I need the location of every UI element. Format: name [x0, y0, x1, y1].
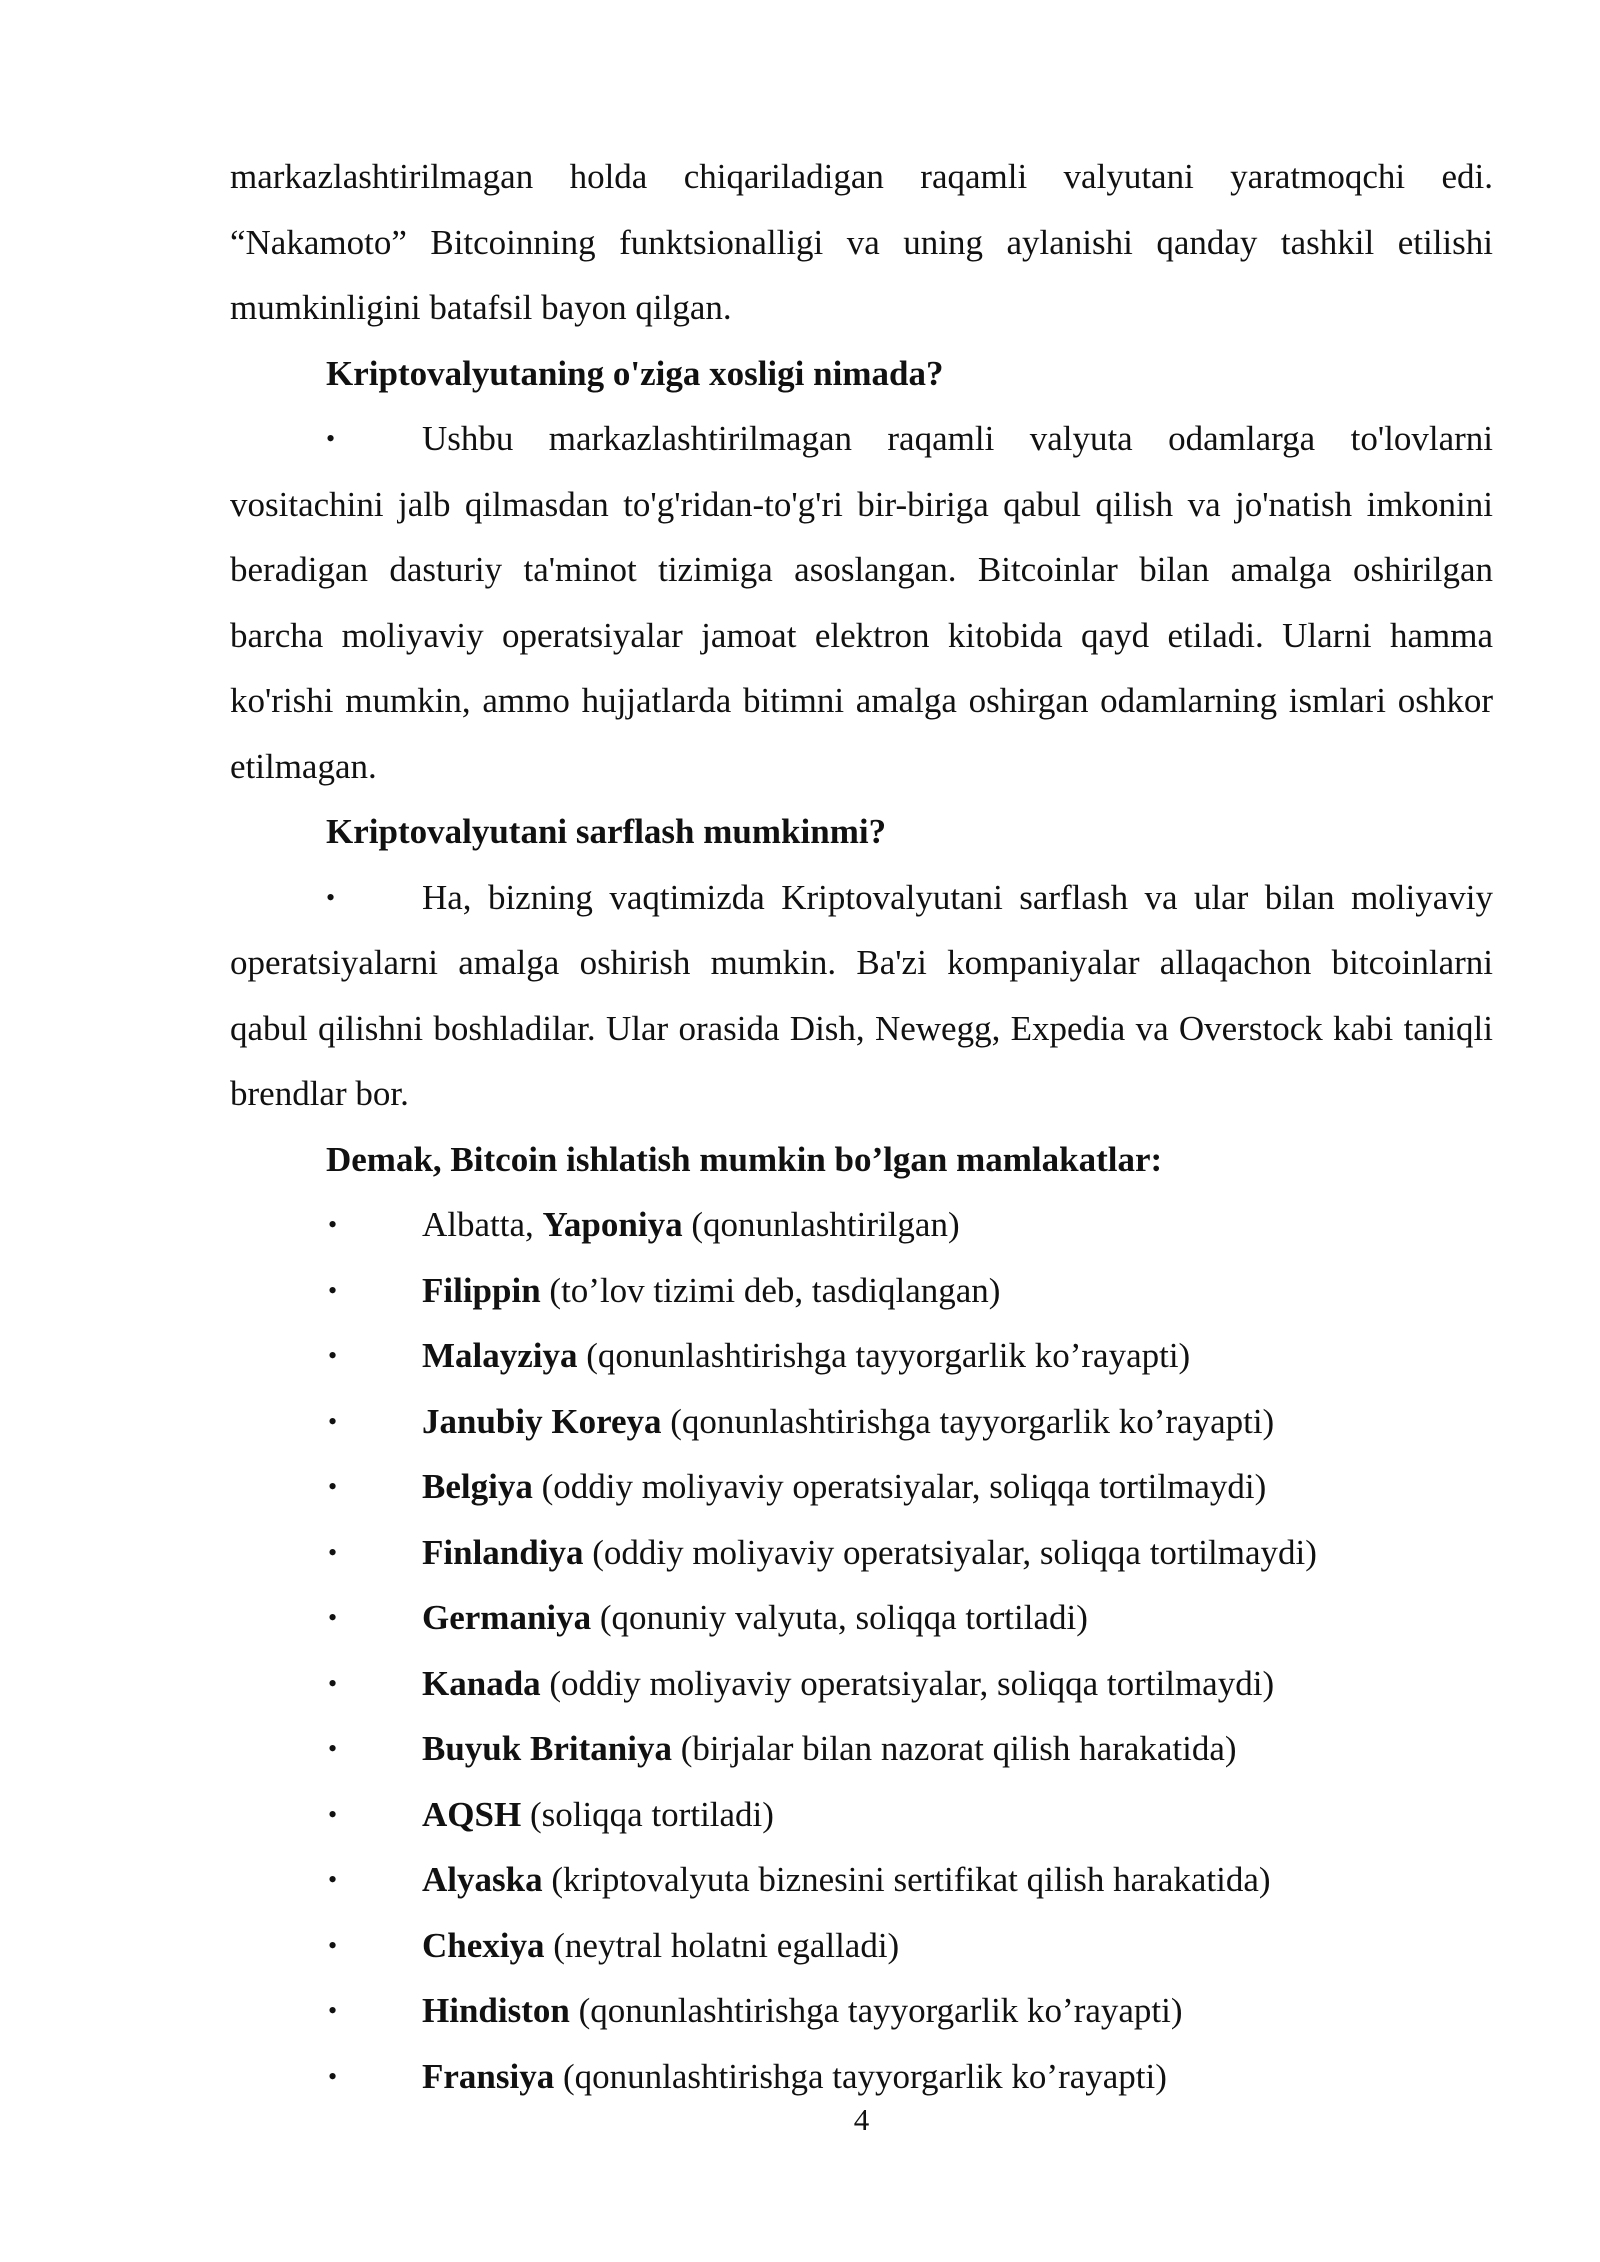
- country-name: Chexiya: [422, 1925, 545, 1965]
- country-list-item: [230, 1258, 1493, 1324]
- country-name: Hindiston: [422, 1991, 570, 2030]
- country-list-item: [230, 1782, 1493, 1848]
- section-heading-countries: Demak, Bitcoin ishlatish mumkin bo’lgan mamlakatlar:: [326, 1139, 1163, 1179]
- country-name: Kanada: [422, 1663, 541, 1703]
- country-status-note: (qonunlashtirishga tayyorgarlik ko’rayapti): [569, 1991, 1183, 2030]
- country-list-item: [230, 1847, 1493, 1913]
- country-status-note: (oddiy moliyaviy operatsiyalar, soliqqa tortilmaydi): [532, 1467, 1267, 1506]
- country-status-note: (oddiy moliyaviy operatsiyalar, soliqqa tortilmaydi): [540, 1663, 1275, 1703]
- country-list-item: [230, 1978, 1493, 2044]
- bullet-icon: •: [328, 1275, 338, 1305]
- country-status-note: (neytral holatni egalladi): [544, 1925, 900, 1965]
- intro-paragraph: markazlashtirilmagan holda chiqariladigan raqamli valyutani yaratmoqchi edi. “Nakamoto” Bitcoinning funktsionalligi va uning aylanishi qanday tashkil etilishi mumkinligini batafsil bayon qilgan.: [230, 157, 1493, 327]
- bullet-paragraph-spending: [230, 865, 1493, 1127]
- country-status-note: (qonunlashtirishga tayyorgarlik ko’rayapti): [577, 1336, 1191, 1375]
- page-body: [230, 144, 1493, 2109]
- bullet-paragraph-text: Ha, bizning vaqtimizda Kriptovalyutani sarflash va ular bilan moliyaviy operatsiyalarni amalga oshirish mumkin. Ba'zi kompaniyalar allaqachon bitcoinlarni qabul qilishni boshladilar. Ular orasida Dish, Newegg, Expedia va Overstock kabi taniqli brendlar bor.: [230, 877, 1493, 1113]
- country-name: Buyuk Britaniya: [422, 1729, 672, 1768]
- country-name: Finlandiya: [422, 1532, 584, 1572]
- country-status-note: (soliqqa tortiladi): [521, 1794, 774, 1834]
- country-list: [230, 1192, 1493, 2109]
- country-name: Fransiya: [422, 2056, 555, 2096]
- country-list-item: [230, 1454, 1493, 1520]
- country-status-note: (to’lov tizimi deb, tasdiqlangan): [540, 1270, 1001, 1310]
- country-list-item: [230, 1389, 1493, 1455]
- bullet-icon: •: [328, 1865, 338, 1894]
- country-name: Yaponiya: [542, 1205, 683, 1244]
- country-name: Belgiya: [422, 1467, 533, 1506]
- bullet-icon: •: [328, 1341, 338, 1370]
- country-name: Filippin: [422, 1270, 541, 1310]
- country-name: AQSH: [422, 1794, 522, 1834]
- country-list-item: [230, 1323, 1493, 1389]
- bullet-paragraph-text: Ushbu markazlashtirilmagan raqamli valyuta odamlarga to'lovlarni vositachini jalb qilmasdan to'g'ridan-to'g'ri bir-biriga qabul qilish va jo'natish imkonini beradigan dasturiy ta'minot tizimiga asoslangan. Bitcoinlar bilan amalga oshirilgan barcha moliyaviy operatsiyalar jamoat elektron kitobida qayd etiladi. Ularni hamma ko'rishi mumkin, ammo hujjatlarda bitimni amalga oshirgan odamlarning ismlari oshkor etilmagan.: [230, 419, 1493, 786]
- country-name: Alyaska: [422, 1860, 543, 1899]
- section-heading-uniqueness: Kriptovalyutaning o'ziga xosligi nimada?: [326, 353, 944, 393]
- country-status-note: (qonunlashtirishga tayyorgarlik ko’rayapti): [554, 2056, 1167, 2096]
- country-status-note: (qonuniy valyuta, soliqqa tortiladi): [591, 1598, 1088, 1637]
- country-status-note: (qonunlashtirishga tayyorgarlik ko’rayapti): [661, 1401, 1275, 1441]
- bullet-icon: •: [328, 1603, 338, 1632]
- bullet-icon: •: [328, 1406, 338, 1436]
- country-name: Janubiy Koreya: [422, 1401, 662, 1441]
- bullet-icon: •: [328, 2061, 338, 2091]
- bullet-icon: •: [326, 424, 336, 453]
- country-status-note: (kriptovalyuta biznesini sertifikat qilish harakatida): [542, 1860, 1271, 1899]
- bullet-icon: •: [328, 1734, 338, 1763]
- bullet-icon: •: [328, 1668, 338, 1698]
- bullet-icon: •: [328, 1210, 338, 1239]
- bullet-paragraph-uniqueness: [230, 406, 1493, 799]
- bullet-icon: •: [328, 1799, 338, 1829]
- country-list-item: [230, 1520, 1493, 1586]
- country-name: Malayziya: [422, 1336, 578, 1375]
- country-name: Germaniya: [422, 1598, 592, 1637]
- country-list-item: [230, 1192, 1493, 1258]
- page-number: 4: [853, 2102, 870, 2137]
- bullet-icon: •: [326, 882, 336, 912]
- bullet-icon: •: [328, 1537, 338, 1567]
- country-status-note: (oddiy moliyaviy operatsiyalar, soliqqa tortilmaydi): [583, 1532, 1317, 1572]
- country-prefix: Albatta,: [422, 1205, 543, 1244]
- bullet-icon: •: [328, 1930, 338, 1960]
- section-heading-spending: Kriptovalyutani sarflash mumkinmi?: [326, 812, 887, 851]
- country-list-item: [230, 1913, 1493, 1979]
- country-status-note: (birjalar bilan nazorat qilish harakatida): [671, 1729, 1237, 1768]
- bullet-icon: •: [328, 1472, 338, 1501]
- country-list-item: [230, 1651, 1493, 1717]
- country-status-note: (qonunlashtirilgan): [682, 1205, 960, 1244]
- country-list-item: [230, 1585, 1493, 1651]
- country-list-item: [230, 1716, 1493, 1782]
- bullet-icon: •: [328, 1996, 338, 2025]
